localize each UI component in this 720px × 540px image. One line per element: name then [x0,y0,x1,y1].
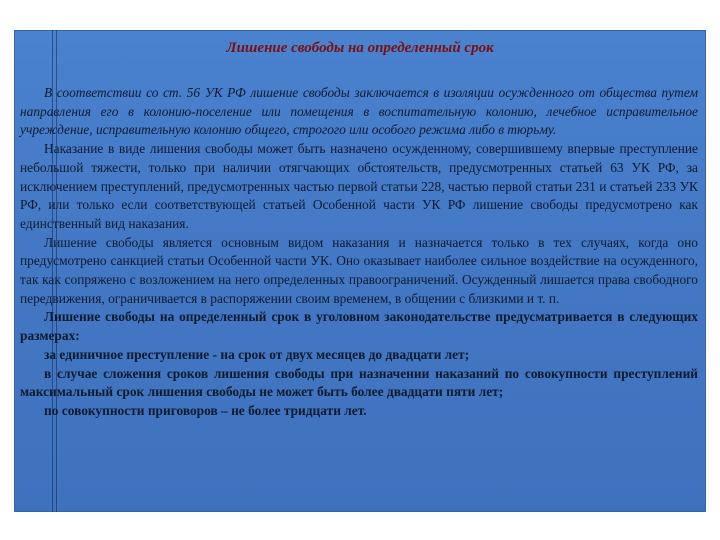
slide-title: Лишение свободы на определенный срок [226,40,494,56]
slide-background [14,30,706,512]
paragraph-definition: В соответствии со ст. 56 УК РФ лишение свободы заключается в изоляции осужденного от общества путем направления его в колонию-поселение или помещения в воспитательную колонию, лечебное исправительное учреждение, исправительную колонию общего, строгого или особого режима либо в тюрьму. [20,85,698,138]
paragraph-main-punishment: Лишение свободы является основным видом наказания и назначается только в тех случаях, когда оно предусмотрено санкцией статьи Особенной части УК. Оно оказывает наиболее сильное воздействие на осужденного, так как сопряжено с возложением на него определенных правоограничений. Осужденный лишается права свободного передвижения, ограничивается в распоряжении своим временем, в общении с близкими и т. п. [20,234,698,306]
list-item-aggregate-sentences: по совокупности приговоров – не более тридцати лет. [44,402,367,418]
paragraph-conditions: Наказание в виде лишения свободы может быть назначено осужденному, совершившему впервые преступление небольшой тяжести, только при наличии отягчающих обстоятельств, предусмотренных статьей 63 УК РФ, за исключением преступлений, предусмотренных частью первой статьи 228, частью первой статьи 231 и статьей 233 УК РФ, или только если соответствующей статьей Особенной части УК РФ лишение свободы предусмотрено как единственный вид наказания. [20,141,698,231]
list-item-aggregate-crimes: в случае сложения сроков лишения свободы при назначении наказаний по совокупности преступлений максимальный срок лишения свободы не может быть более двадцати пяти лет; [20,365,698,400]
paragraph-terms-intro: Лишение свободы на определенный срок в уголовном законодательстве предусматривается в следующих размерах: [20,309,698,344]
list-item-single-crime: за единичное преступление - на срок от двух месяцев до двадцати лет; [44,346,470,362]
body-text [20,84,698,421]
